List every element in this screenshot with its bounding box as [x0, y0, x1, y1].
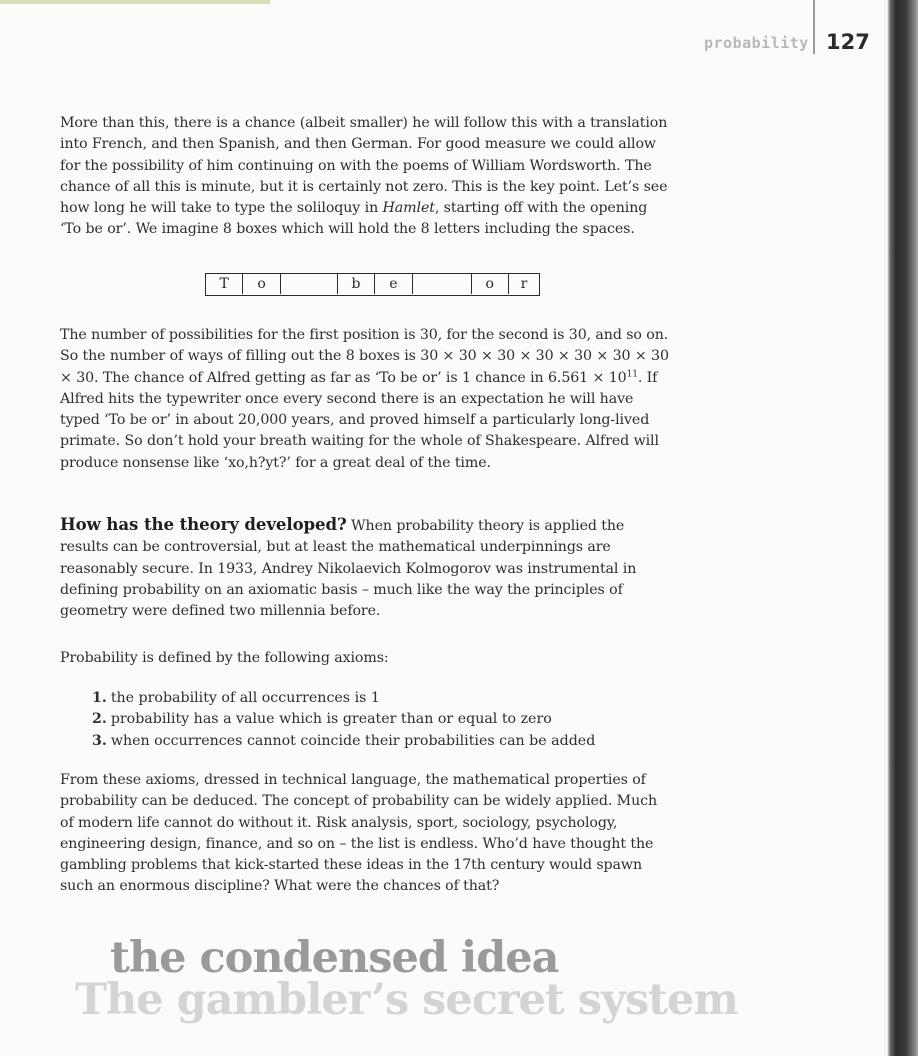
letter-box: o: [243, 274, 280, 294]
letter-box-space: [413, 274, 472, 294]
letter-box: e: [375, 274, 412, 294]
condensed-idea-title: The gambler’s secret system: [75, 975, 738, 1025]
paragraph-3: [60, 514, 672, 622]
hamlet-title: Hamlet: [382, 200, 435, 217]
page-number: 127: [826, 30, 870, 54]
list-item-number: 2.: [92, 711, 107, 728]
list-item: [92, 709, 595, 730]
letter-box-space: [281, 274, 338, 294]
top-edge-tint: [0, 0, 270, 4]
paragraph-2-text-b: . If Alfred hits the typewriter once every second there is an expectation he will have typed ‘To be or’ in about 20,000 years, and proved himself a particularly long-lived primate. So don’t hold your breath waiting for the whole of Shakespeare. Alfred will produce nonsense like ‘xo,h?yt?’ for a great deal of the time.: [60, 369, 659, 471]
paragraph-4: Probability is defined by the following axioms:: [60, 650, 389, 666]
paragraph-3-text: When probability theory is applied the results can be controversial, but at least the mathematical underpinnings are reasonably secure. In 1933, Andrey Nikolaevich Kolmogorov was instrumental in defining probability on an axiomatic basis – much like the way the principles of geometry were defined two millennia before.: [60, 518, 637, 620]
exponent: 11: [626, 368, 638, 379]
letter-box: T: [206, 274, 243, 294]
paragraph-5: From these axioms, dressed in technical language, the mathematical properties of probability can be deduced. The concept of probability can be widely applied. Much of modern life cannot do without it. Risk analysis, sport, sociology, psychology, engineering design, finance, and so on – the list is endless. Who’d have thought the gambling problems that kick-started these ideas in the 17th century would spawn such an enormous discipline? What were the chances of that?: [60, 772, 657, 895]
paragraph-2-text-a: The number of possibilities for the first position is 30, for the second is 30, and so on. So the number of ways of filling out the 8 boxes is 30 × 30 × 30 × 30 × 30 × 30 × 30 × 30. The chance of Alfred getting as far as ‘To be or’ is 1 chance in 6.561 × 10: [60, 327, 669, 386]
list-item-text: probability has a value which is greater than or equal to zero: [110, 711, 552, 728]
letter-box: o: [472, 274, 509, 294]
letter-box: r: [520, 276, 528, 292]
paragraph-1-text-a: More than this, there is a chance (albeit smaller) he will follow this with a translation into French, and then Spanish, and then German. For good measure we could allow for the possibility of him continuing on with the poems of William Wordsworth. The chance of all this is minute, but it is certainly not zero. This is the key point. Let’s see how long he will take to type the soliloquy in: [60, 115, 668, 217]
condensed-idea-label: the condensed idea: [110, 933, 559, 983]
list-item: [92, 688, 595, 709]
paragraph-2: [60, 325, 672, 474]
section-heading: How has the theory developed?: [60, 514, 347, 534]
letter-box: b: [338, 274, 375, 294]
axiom-list: [92, 688, 595, 752]
book-spine-edge: [884, 0, 918, 1056]
list-item-number: 3.: [92, 732, 107, 749]
running-head: probability: [704, 34, 809, 52]
paragraph-1-text-b: , starting off with the opening ‘To be or’. We imagine 8 boxes which will hold the 8 letters including the spaces.: [60, 200, 648, 238]
list-item-number: 1.: [92, 690, 107, 706]
list-item-text: the probability of all occurrences is 1: [110, 690, 380, 706]
list-item: [92, 731, 595, 752]
header-rule: [813, 0, 815, 54]
list-item-text: when occurrences cannot coincide their probabilities can be added: [110, 732, 596, 749]
paragraph-1: [60, 113, 672, 241]
letter-boxes: [205, 273, 540, 296]
